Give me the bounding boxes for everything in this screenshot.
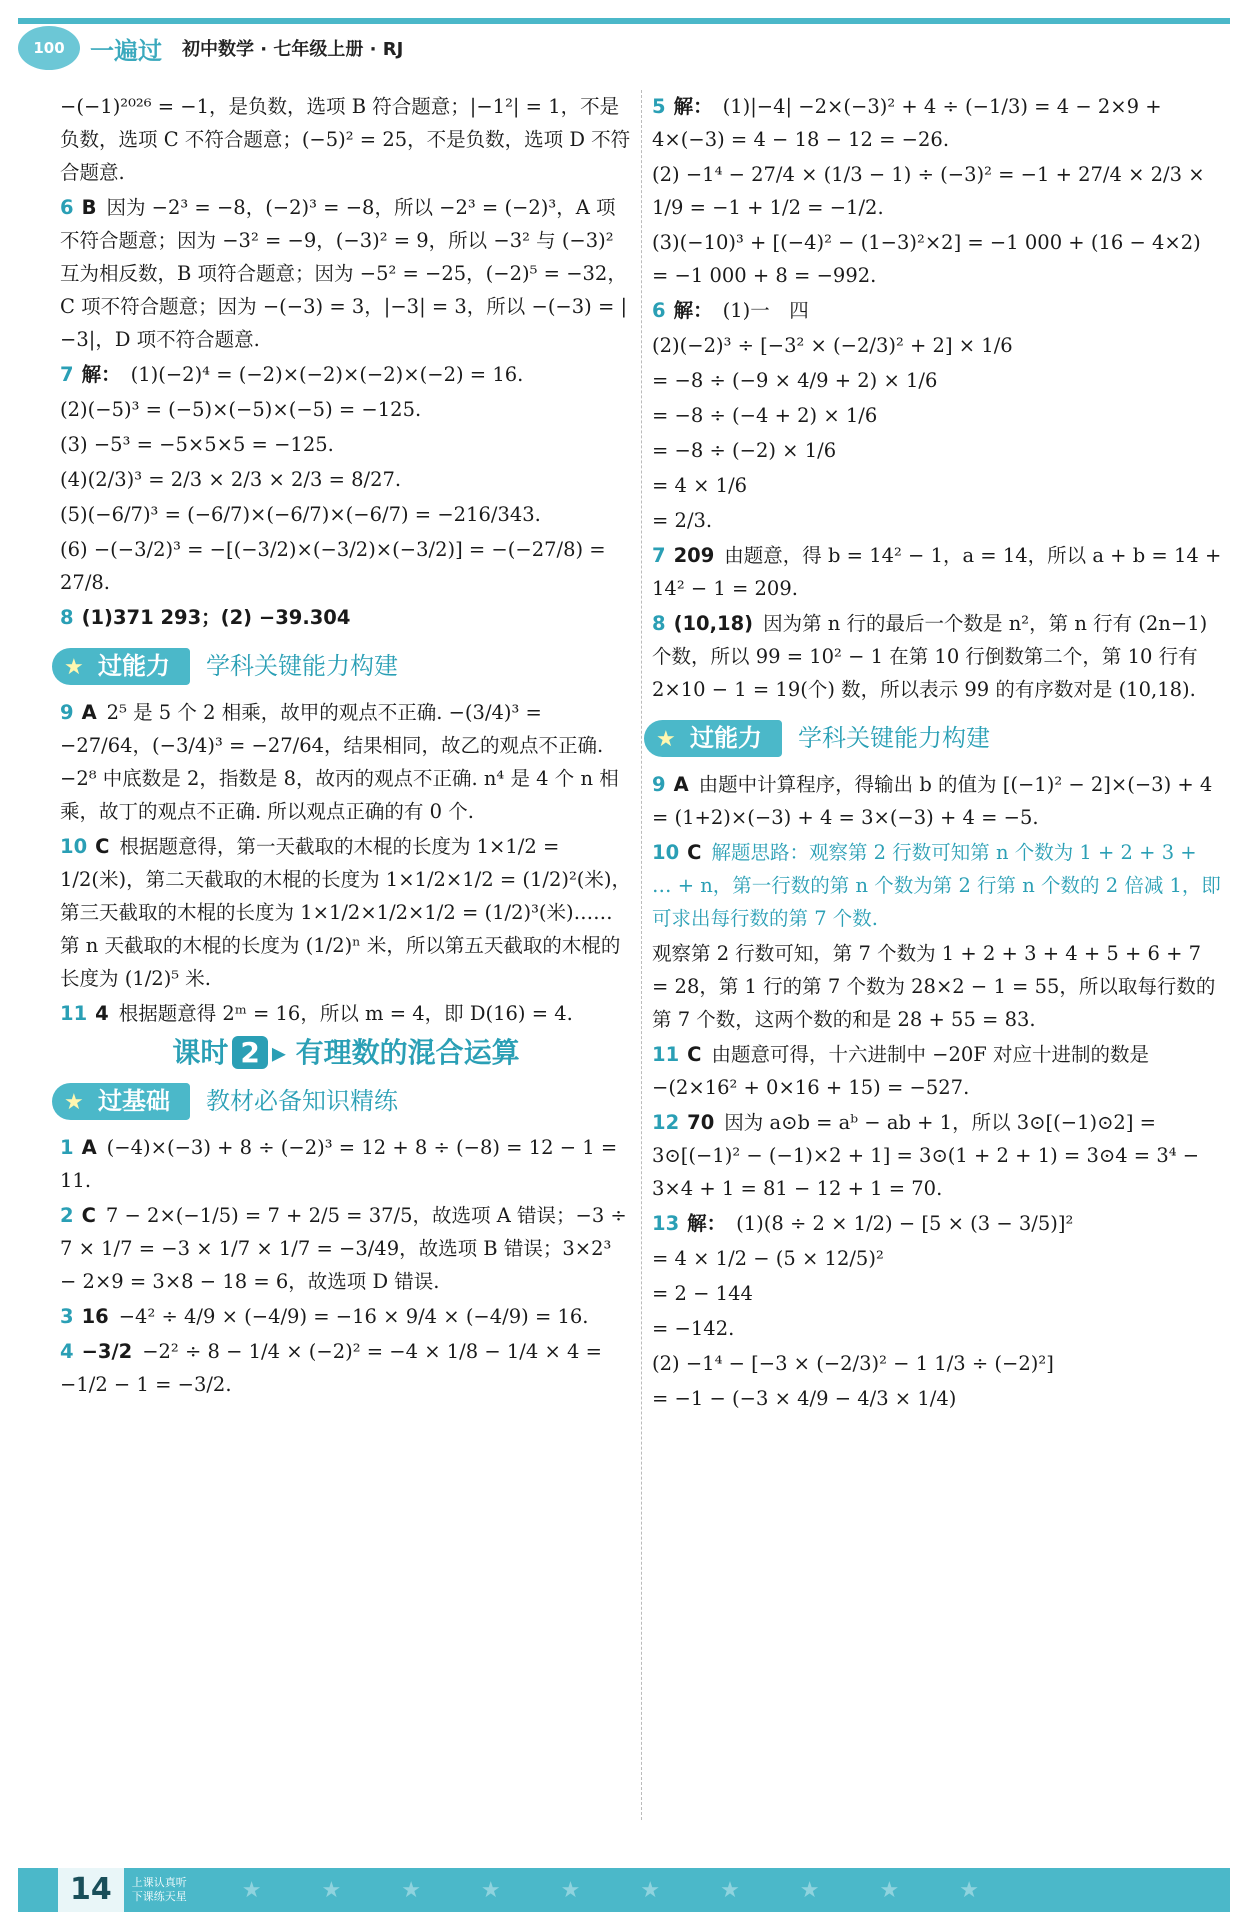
q13-step: = −142.	[652, 1317, 735, 1340]
q6-step: = −8 ÷ (−2) × 1/6	[652, 439, 837, 462]
q13-part2: (2) −1⁴ − [−3 × (−2/3)² − 1 1/3 ÷ (−2)²]	[652, 1352, 1054, 1375]
q6-part2: (2)(−2)³ ÷ [−3² × (−2/3)² + 2] × 1/6	[652, 334, 1013, 357]
question-9: 9 A 2⁵ 是 5 个 2 相乘，故甲的观点不正确. −(3/4)³ = −27/64，(−3/4)³ = −27/64，结果相同，故乙的观点不正确. −2⁸ 中底数是 2，指数是 8，故丙的观点不正确. n⁴ 是 4 个 n 相乘，故丁的观点不正确. 所以观点正确的有 0 个.	[60, 701, 619, 823]
q5-part3: (3)(−10)³ + [(−4)² − (1−3)²×2] = −1 000 + (16 − 4×2) = −1 000 + 8 = −992.	[652, 231, 1201, 287]
basic-question-2: 2 C 7 − 2×(−1/5) = 7 + 2/5 = 37/5，故选项 A 错误；−3 ÷ 7 × 1/7 = −3 × 1/7 × 1/7 = −3/49，故选项 B 错误；3×2³ − 2×9 = 3×8 − 18 = 6，故选项 D 错误.	[60, 1204, 627, 1293]
question-11: 11 4 根据题意得 2ᵐ = 16，所以 m = 4，即 D(16) = 4.	[60, 1002, 573, 1025]
q7-part2: (2)(−5)³ = (−5)×(−5)×(−5) = −125.	[60, 398, 422, 421]
section-band-ability	[644, 718, 1222, 758]
footer-slogan: 上课认真听 下课练天星	[131, 1876, 187, 1903]
play-arrow-icon: ▸	[271, 1036, 286, 1069]
ability-question-10: 10 C 解题思路：观察第 2 行数可知第 n 个数为 1 + 2 + 3 + … + n，第一行数的第 n 个数为第 2 行第 n 个数的 2 倍减 1，即可求出每行数的第 7 个数.	[652, 841, 1221, 930]
page-number: 14	[58, 1868, 124, 1912]
q7-part6: (6) −(−3/2)³ = −[(−3/2)×(−3/2)×(−3/2)] = −(−27/8) = 27/8.	[60, 538, 606, 594]
brand-logo: 100	[18, 26, 80, 70]
question-5: 5 解： (1)|−4| −2×(−3)² + 4 ÷ (−1/3) = 4 − 2×9 + 4×(−3) = 4 − 18 − 12 = −26.	[652, 95, 1162, 151]
lesson-title: 课时 2 ▸ 有理数的混合运算	[172, 1036, 520, 1069]
question-10: 10 C 根据题意得，第一天截取的木棍的长度为 1×1/2 = 1/2(米)，第二天截取的木棍的长度为 1×1/2×1/2 = (1/2)²(米)，第三天截取的木棍的长度为 1×1/2×1/2×1/2 = (1/2)³(米)……第 n 天截取的木棍的长度为 (1/2)ⁿ 米，所以第五天截取的木棍的长度为 (1/2)⁵ 米.	[60, 835, 632, 990]
question-6: 6 B 因为 −2³ = −8，(−2)³ = −8，所以 −2³ = (−2)³，A 项不符合题意；因为 −3² = −9，(−3)² = 9，所以 −3² 与 (−3)² 互为相反数，B 项符合题意；因为 −5² = −25，(−2)⁵ = −32，C 项不符合题意；因为 −(−3) = 3，|−3| = 3，所以 −(−3) = |−3|，D 项不符合题意.	[60, 196, 628, 351]
star-decoration-icon: ★★★★★★★★★★	[241, 1877, 1039, 1903]
q6-step: = −8 ÷ (−4 + 2) × 1/6	[652, 404, 878, 427]
basic-question-1: 1 A (−4)×(−3) + 8 ÷ (−2)³ = 12 + 8 ÷ (−8) = 12 − 1 = 11.	[60, 1136, 618, 1192]
question-7: 7 209 由题意，得 b = 14² − 1，a = 14，所以 a + b = 14 + 14² − 1 = 209.	[652, 544, 1222, 600]
ability-question-9: 9 A 由题中计算程序，得输出 b 的值为 [(−1)² − 2]×(−3) + 4 = (1+2)×(−3) + 4 = 3×(−3) + 4 = −5.	[652, 773, 1213, 829]
lesson-number: 2	[232, 1036, 267, 1069]
q6-step: = 2/3.	[652, 509, 713, 532]
answer-text: −(−1)²⁰²⁶ = −1，是负数，选项 B 符合题意；|−1²| = 1，不是负数，选项 C 不符合题意；(−5)² = 25，不是负数，选项 D 不符合题意.	[60, 95, 631, 184]
question-7: 7 解： (1)(−2)⁴ = (−2)×(−2)×(−2)×(−2) = 16.	[60, 363, 524, 386]
book-subtitle: 初中数学 · 七年级上册 · RJ	[182, 39, 404, 60]
question-6: 6 解： (1)一 四	[652, 299, 809, 322]
basic-question-4: 4 −3/2 −2² ÷ 8 − 1/4 × (−2)² = −4 × 1/8 − 1/4 × 4 = −1/2 − 1 = −3/2.	[60, 1340, 602, 1396]
basic-question-3: 3 16 −4² ÷ 4/9 × (−4/9) = −16 × 9/4 × (−4/9) = 16.	[60, 1305, 589, 1328]
q6-step: = −8 ÷ (−9 × 4/9 + 2) × 1/6	[652, 369, 938, 392]
brand-name: 一遍过	[90, 36, 162, 65]
question-8: 8 (10,18) 因为第 n 行的最后一个数是 n²，第 n 行有 (2n−1) 个数，所以 99 = 10² − 1 在第 10 行倒数第二个，第 10 行有 2×10 − 1 = 19(个) 数，所以表示 99 的有序数对是 (10,18).	[652, 612, 1208, 701]
right-column	[652, 90, 1222, 1417]
q13-step: = −1 − (−3 × 4/9 − 4/3 × 1/4)	[652, 1387, 957, 1410]
band-subtitle: 教材必备知识精练	[206, 1086, 398, 1115]
solution-hint: 解题思路：观察第 2 行数可知第 n 个数为 1 + 2 + 3 + … + n，第一行数的第 n 个数为第 2 行第 n 个数的 2 倍减 1，即可求出每行数的第 7 个数.	[652, 841, 1221, 930]
left-column	[60, 90, 632, 1403]
q6-step: = 4 × 1/6	[652, 474, 748, 497]
q10-explanation: 观察第 2 行数可知，第 7 个数为 1 + 2 + 3 + 4 + 5 + 6 + 7 = 28，第 1 行的第 7 个数为 28×2 − 1 = 55，所以取每行数的第 7 个数，这两个数的和是 28 + 55 = 83.	[652, 942, 1216, 1031]
section-band-ability	[52, 646, 632, 686]
section-band-basic	[52, 1081, 632, 1121]
q7-part4: (4)(2/3)³ = 2/3 × 2/3 × 2/3 = 8/27.	[60, 468, 402, 491]
band-subtitle: 学科关键能力构建	[798, 723, 990, 752]
page-footer	[18, 1868, 1230, 1912]
q7-part3: (3) −5³ = −5×5×5 = −125.	[60, 433, 334, 456]
question-8: 8 (1)371 293；(2) −39.304	[60, 606, 351, 629]
band-subtitle: 学科关键能力构建	[206, 651, 398, 680]
ability-question-12: 12 70 因为 a⊙b = aᵇ − ab + 1，所以 3⊙[(−1)⊙2] = 3⊙[(−1)² − (−1)×2 + 1] = 3⊙(1 + 2 + 1) = 3⊙4 = 3⁴ − 3×4 + 1 = 81 − 12 + 1 = 70.	[652, 1111, 1200, 1200]
band-tag: ★ 过能力	[52, 648, 190, 685]
ability-question-13: 13 解： (1)(8 ÷ 2 × 1/2) − [5 × (3 − 3/5)]²	[652, 1212, 1074, 1235]
q5-part2: (2) −1⁴ − 27/4 × (1/3 − 1) ÷ (−3)² = −1 + 27/4 × 2/3 × 1/9 = −1 + 1/2 = −1/2.	[652, 163, 1205, 219]
q7-part5: (5)(−6/7)³ = (−6/7)×(−6/7)×(−6/7) = −216/343.	[60, 503, 541, 526]
q13-step: = 4 × 1/2 − (5 × 12/5)²	[652, 1247, 884, 1270]
band-tag: ★ 过能力	[644, 720, 782, 757]
q13-step: = 2 − 144	[652, 1282, 753, 1305]
page-header	[18, 18, 1230, 72]
band-tag: ★ 过基础	[52, 1083, 190, 1120]
column-divider	[641, 90, 642, 1820]
ability-question-11: 11 C 由题意可得，十六进制中 −20F 对应十进制的数是 −(2×16² + 0×16 + 15) = −527.	[652, 1043, 1150, 1099]
